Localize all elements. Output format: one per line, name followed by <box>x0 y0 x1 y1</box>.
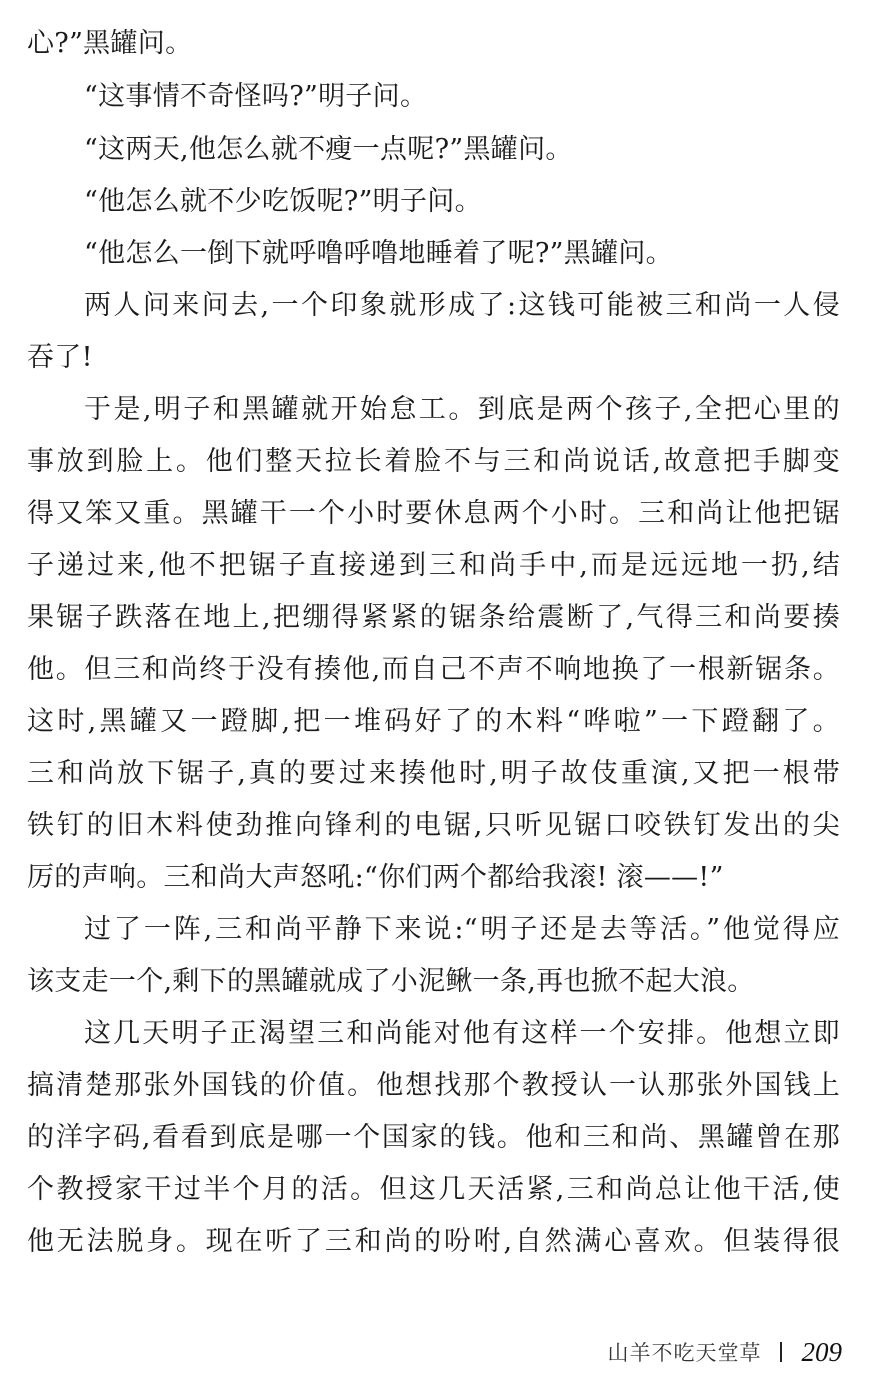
text-line: 过了一阵,三和尚平静下来说:“明子还是去等活。”他觉得应 <box>84 914 840 945</box>
page-number: 209 <box>801 1336 842 1367</box>
text-line: 子递过来,他不把锯子直接递到三和尚手中,而是远远地一扔,结 <box>27 550 840 581</box>
text-line: 厉的声响。三和尚大声怒吼:“你们两个都给我滚! 滚——!” <box>27 862 724 893</box>
text-line: 吞了! <box>27 342 93 373</box>
text-line: 两人问来问去,一个印象就形成了:这钱可能被三和尚一人侵 <box>84 290 840 321</box>
text-line: 这几天明子正渴望三和尚能对他有这样一个安排。他想立即 <box>84 1018 840 1049</box>
text-line: 他。但三和尚终于没有揍他,而自己不声不响地换了一根新锯条。 <box>27 654 840 685</box>
text-line: 搞清楚那张外国钱的价值。他想找那个教授认一认那张外国钱上 <box>27 1070 840 1101</box>
text-line: “这事情不奇怪吗?”明子问。 <box>84 81 428 112</box>
text-line: 得又笨又重。黑罐干一个小时要休息两个小时。三和尚让他把锯 <box>27 498 840 529</box>
text-line: 三和尚放下锯子,真的要过来揍他时,明子故伎重演,又把一根带 <box>27 758 840 789</box>
running-title: 山羊不吃天堂草 <box>607 1341 762 1365</box>
text-line: 个教授家干过半个月的活。但这几天活紧,三和尚总让他干活,使 <box>27 1174 840 1205</box>
footer-divider <box>780 1342 782 1362</box>
text-line: 他无法脱身。现在听了三和尚的吩咐,自然满心喜欢。但装得很 <box>27 1226 840 1257</box>
text-line: 事放到脸上。他们整天拉长着脸不与三和尚说话,故意把手脚变 <box>27 446 840 477</box>
text-line: 于是,明子和黑罐就开始怠工。到底是两个孩子,全把心里的 <box>84 394 840 425</box>
text-line: 的洋字码,看看到底是哪一个国家的钱。他和三和尚、黑罐曾在那 <box>27 1122 840 1153</box>
page-footer <box>560 1334 842 1370</box>
text-line: “这两天,他怎么就不瘦一点呢?”黑罐问。 <box>84 134 573 165</box>
text-line: 铁钉的旧木料使劲推向锋利的电锯,只听见锯口咬铁钉发出的尖 <box>27 810 840 841</box>
text-line: 这时,黑罐又一蹬脚,把一堆码好了的木料“哗啦”一下蹬翻了。 <box>27 706 840 737</box>
text-line: 该支走一个,剩下的黑罐就成了小泥鳅一条,再也掀不起大浪。 <box>27 966 755 997</box>
text-line: 果锯子跌落在地上,把绷得紧紧的锯条给震断了,气得三和尚要揍 <box>27 602 840 633</box>
text-line: “他怎么一倒下就呼噜呼噜地睡着了呢?”黑罐问。 <box>84 238 673 269</box>
text-line: 心?”黑罐问。 <box>27 28 193 59</box>
text-line: “他怎么就不少吃饭呢?”明子问。 <box>84 186 482 217</box>
